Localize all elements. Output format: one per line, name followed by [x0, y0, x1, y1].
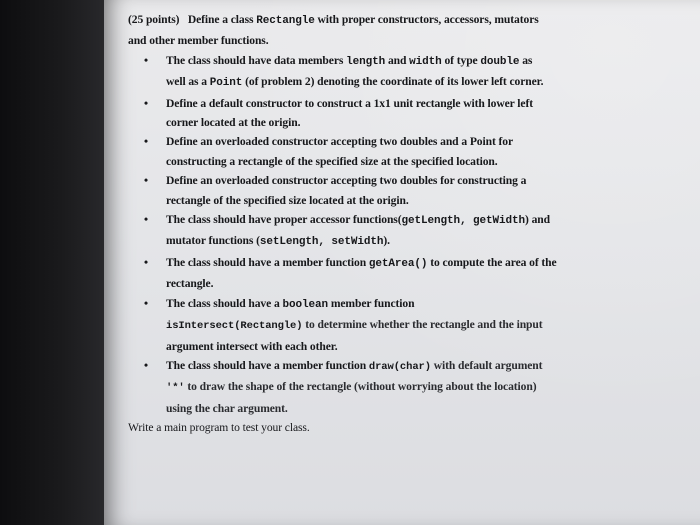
- bullet: •: [144, 96, 148, 110]
- list-item: • Define a default constructor to construct a 1x1 unit rectangle with lower left corner located at the origin.: [128, 94, 668, 133]
- list-item: • The class should have a member function getArea() to compute the area of the rectangle.: [128, 253, 668, 294]
- closing-instruction: Write a main program to test your class.: [128, 421, 310, 435]
- bullet: •: [144, 53, 148, 67]
- bullet: •: [144, 296, 148, 310]
- monitor-bezel: [0, 0, 110, 525]
- bullet: •: [144, 135, 148, 149]
- points-label: (25 points): [128, 13, 180, 26]
- list-item: • The class should have data members length and width of type double as well as a Point (of problem 2) denoting the coordinate of its lower left corner.: [128, 51, 668, 94]
- bullet: •: [144, 255, 148, 269]
- list-item: • The class should have proper accessor functions(getLength, getWidth) and mutator functions (setLength, setWidth).: [128, 210, 668, 253]
- list-item: • The class should have a member function draw(char) with default argument '*' to draw the shape of the rectangle (without worrying about the location) using the char argument.: [128, 356, 668, 418]
- problem-header: (25 points) Define a class Rectangle with proper constructors, accessors, mutators: [128, 13, 539, 27]
- list-item: • Define an overloaded constructor accepting two doubles for constructing a rectangle of the specified size located at the origin.: [128, 171, 668, 210]
- list-item: • The class should have a boolean member function isIntersect(Rectangle) to determine whether the rectangle and the input argument intersect with each other.: [128, 294, 668, 356]
- problem-header-cont: and other member functions.: [128, 34, 269, 48]
- bullet: •: [144, 358, 148, 372]
- problem-text: [128, 10, 668, 438]
- bullet: •: [144, 174, 148, 188]
- list-item: • Define an overloaded constructor accepting two doubles and a Point for constructing a rectangle of the specified size at the specified location.: [128, 132, 668, 171]
- class-name: Rectangle: [256, 15, 315, 27]
- document-page: [104, 0, 700, 525]
- bullet: •: [144, 213, 148, 227]
